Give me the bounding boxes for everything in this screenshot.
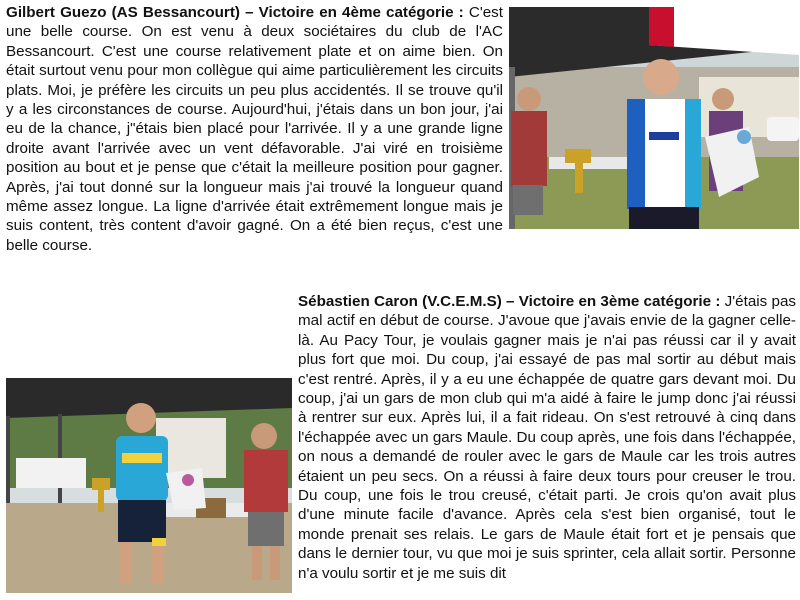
article-guezo: [6, 3, 796, 255]
body-guezo: C'est une belle course. On est venu à deux sociétaires du club de l'AC Bessancourt. C'est une course relativement plate et on aime bien. On était surtout venu pour mon collègue qui aime particulièrement les circuits plats. Moi, je préfère les circuits un peu plus accidentés. Il se trouve qu'il y a les circonstances de course. Aujourd'hui, j'étais dans un bon jour, j'ai eu de la chance, j"étais bien placé pour l'arrivée. Il y a une grande ligne droite avant l'arrivée avec un vent défavorable. J'ai viré en troisième position au bout et je pense que c'était la meilleure position pour gagner. Après, j'ai tout donné sur la longueur mais j'ai trouvé la longueur quand même assez longue. La ligne d'arrivée était extrêmement longue mais je suis content, très content d'avoir gagné. On a été bien reçus, c'est une belle course.: [6, 4, 503, 254]
heading-guezo: Gilbert Guezo (AS Bessancourt) – Victoire en 4ème catégorie :: [6, 4, 469, 21]
body-caron: J'étais pas mal actif en début de course. J'avoue que j'avais envie de la gagner celle-là. Au Pacy Tour, je voulais gagner mais je n'ai pas réussi car il y avait plus fort que moi. Du coup, j'ai essayé de pas mal sortir au début mais c'est rentré. Après, il y a eu une échappée de quatre gars devant moi. Du coup, j'ai un gars de mon club qui m'a aidé à faire le jump donc j'ai réussi à rentrer sur eux. Après lui, il a fait rideau. On s'est retrouvé à cinq dans l'échappée avec un gars Maule. Du coup après, une fois dans l'échappée, on nous a demandé de rouler avec le gars de Maule car les trois autres étaient un peu secs. On a réussi à faire deux tours pour creuser le trou. Du coup, une fois le trou creusé, c'était parti. Je crois qu'on avait plus d'une minute facile d'avance. Après cela s'est bien organisé, tout le monde prenait ses relais. Le gars de Maule était fort et je pensais que dans le dernier tour, vu que moi je suis sprinter, cela allait sortir. Personne n'a voulu sortir et je me suis dit: [298, 293, 796, 582]
photo-guezo-image: [509, 7, 799, 229]
photo-caron-image: [6, 378, 292, 593]
article-caron: [6, 292, 796, 597]
heading-caron: Sébastien Caron (V.C.E.M.S) – Victoire en 3ème catégorie :: [298, 293, 725, 310]
photo-guezo: [509, 7, 799, 229]
photo-caron: [6, 378, 292, 593]
